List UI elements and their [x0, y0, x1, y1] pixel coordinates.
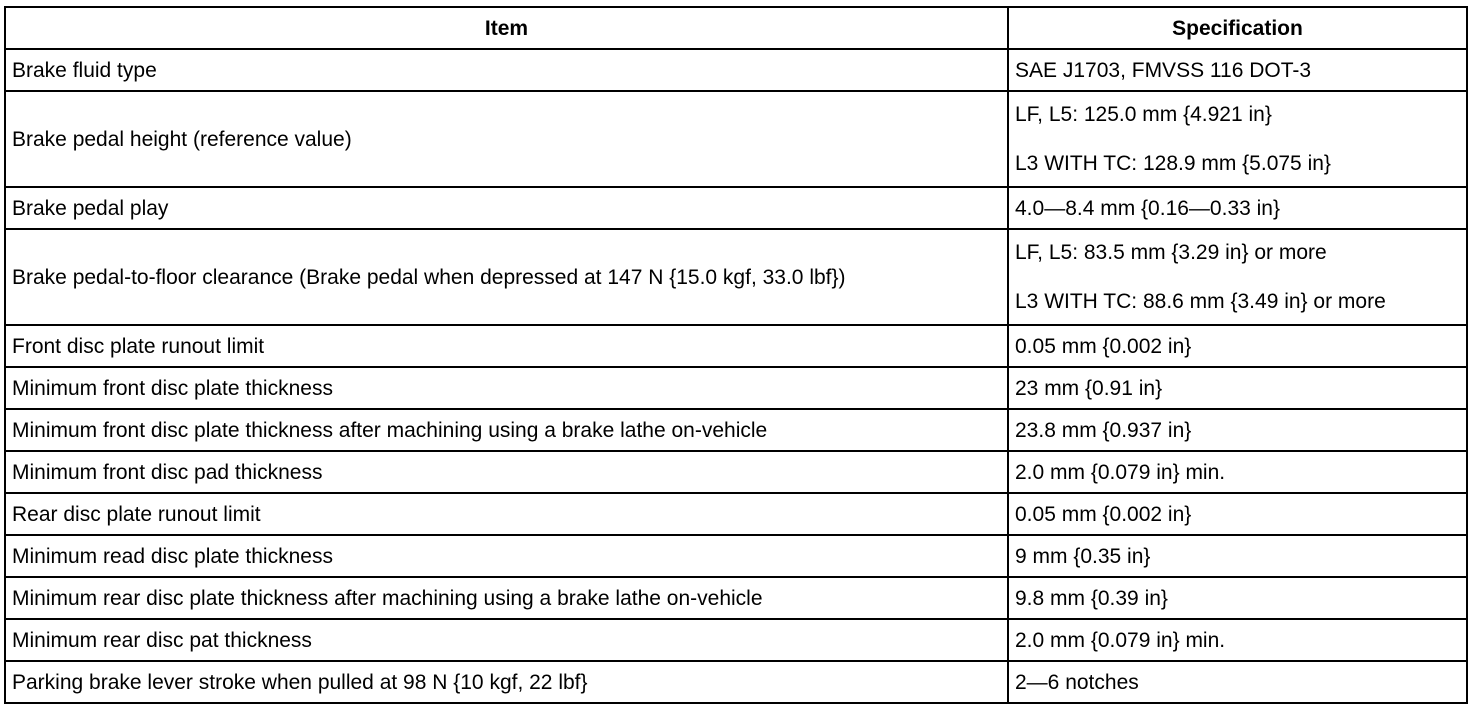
- spec-cell: [1008, 325, 1467, 367]
- table-row: [5, 409, 1467, 451]
- table-row: [5, 661, 1467, 703]
- item-cell: Brake fluid type: [5, 49, 1008, 91]
- spec-value: LF, L5: 83.5 mm {3.29 in} or more: [1015, 241, 1327, 264]
- table-row: [5, 367, 1467, 409]
- item-cell: Minimum rear disc pat thickness: [5, 619, 1008, 661]
- spec-cell: [1008, 49, 1467, 91]
- spec-value: 9 mm {0.35 in}: [1015, 544, 1151, 568]
- spec-value: 9.8 mm {0.39 in}: [1015, 586, 1168, 610]
- item-cell: Brake pedal height (reference value): [5, 91, 1008, 187]
- item-cell: Minimum front disc plate thickness after machining using a brake lathe on-vehicle: [5, 409, 1008, 451]
- item-cell: Minimum read disc plate thickness: [5, 535, 1008, 577]
- spec-value: 23 mm {0.91 in}: [1015, 376, 1163, 400]
- item-cell: Brake pedal play: [5, 187, 1008, 229]
- spec-cell: [1008, 577, 1467, 619]
- spec-cell: [1008, 229, 1467, 325]
- spec-value: L3 WITH TC: 88.6 mm {3.49 in} or more: [1015, 290, 1386, 313]
- spec-cell: [1008, 661, 1467, 703]
- spec-cell: [1008, 91, 1467, 187]
- table-row: [5, 619, 1467, 661]
- table-row: [5, 91, 1467, 187]
- item-cell: Minimum rear disc plate thickness after machining using a brake lathe on-vehicle: [5, 577, 1008, 619]
- table-row: [5, 493, 1467, 535]
- table-row: [5, 451, 1467, 493]
- spec-value: 2.0 mm {0.079 in} min.: [1015, 460, 1226, 484]
- spec-cell: [1008, 619, 1467, 661]
- item-cell: Minimum front disc plate thickness: [5, 367, 1008, 409]
- spec-value: 0.05 mm {0.002 in}: [1015, 502, 1192, 526]
- spec-value: LF, L5: 125.0 mm {4.921 in}: [1015, 103, 1272, 126]
- spec-value: L3 WITH TC: 128.9 mm {5.075 in}: [1015, 152, 1331, 175]
- table-row: [5, 325, 1467, 367]
- item-cell: Parking brake lever stroke when pulled at 98 N {10 kgf, 22 lbf}: [5, 661, 1008, 703]
- table-row: [5, 49, 1467, 91]
- table-row: [5, 535, 1467, 577]
- spec-cell: [1008, 535, 1467, 577]
- spec-cell: [1008, 409, 1467, 451]
- header-item: Item: [5, 7, 1008, 49]
- spec-value: 23.8 mm {0.937 in}: [1015, 418, 1192, 442]
- table-row: [5, 229, 1467, 325]
- spec-value: SAE J1703, FMVSS 116 DOT-3: [1015, 58, 1312, 82]
- spec-cell: [1008, 367, 1467, 409]
- item-cell: Front disc plate runout limit: [5, 325, 1008, 367]
- table-row: [5, 577, 1467, 619]
- brake-spec-table: [4, 6, 1468, 704]
- spec-value: 2.0 mm {0.079 in} min.: [1015, 628, 1226, 652]
- spec-value: 4.0—8.4 mm {0.16—0.33 in}: [1015, 196, 1280, 220]
- spec-cell: [1008, 187, 1467, 229]
- item-cell: Brake pedal-to-floor clearance (Brake pedal when depressed at 147 N {15.0 kgf, 33.0 lbf}): [5, 229, 1008, 325]
- table-row: [5, 187, 1467, 229]
- header-specification: Specification: [1008, 7, 1467, 49]
- header-row: [5, 7, 1467, 49]
- item-cell: Rear disc plate runout limit: [5, 493, 1008, 535]
- item-cell: Minimum front disc pad thickness: [5, 451, 1008, 493]
- spec-cell: [1008, 493, 1467, 535]
- spec-value: 2—6 notches: [1015, 670, 1139, 694]
- spec-value: 0.05 mm {0.002 in}: [1015, 334, 1192, 358]
- spec-cell: [1008, 451, 1467, 493]
